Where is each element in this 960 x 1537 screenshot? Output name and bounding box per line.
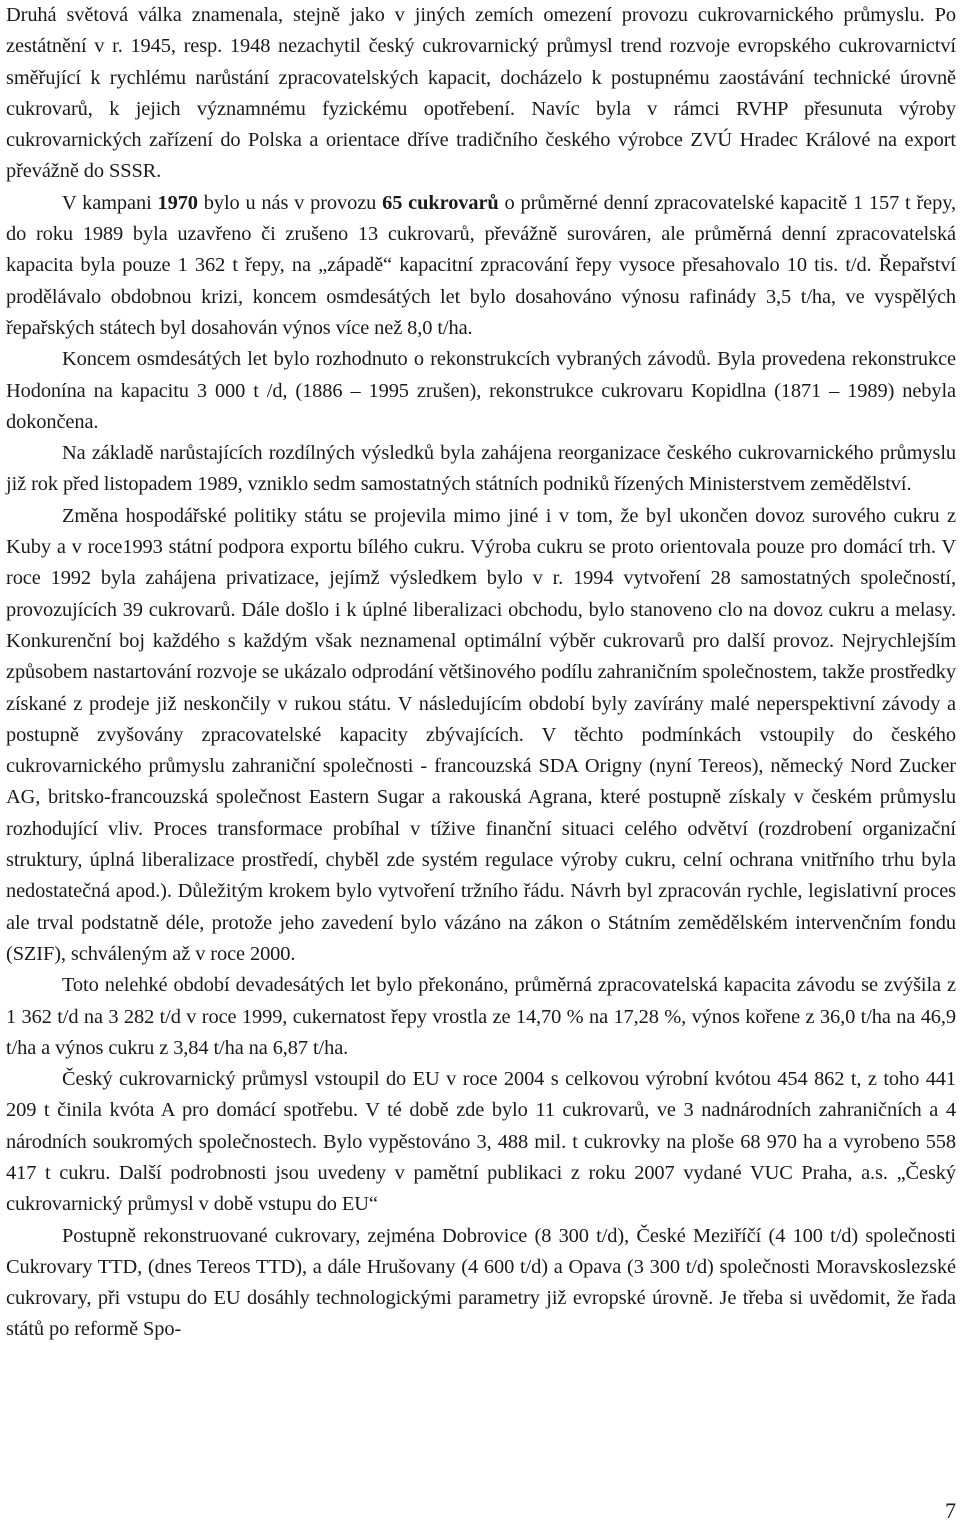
paragraph-text: Postupně rekonstruované cukrovary, zejména Dobrovice (8 300 t/d), České Meziříčí (4 100 t/d) společnosti Cukrovary TTD, (dnes Tereos TTD), a dále Hrušovany (4 600 t/d) a Opava (3 300 t/d) společnosti Moravskoslezské cukrovary, při vstupu do EU dosáhly technologickými parametry již evropské úrovně. Je třeba si uvědomit, že řada států po reformě Spo- xyxy=(6,1224,956,1341)
bold-text: 65 cukrovarů xyxy=(382,191,499,214)
paragraph-8 xyxy=(6,1221,956,1346)
paragraph-1 xyxy=(6,0,956,188)
paragraph-text: Koncem osmdesátých let bylo rozhodnuto o rekonstrukcích vybraných závodů. Byla provedena rekonstrukce Hodonína na kapacitu 3 000 t /d, (1886 – 1995 zrušen), rekonstrukce cukrovaru Kopidlna (1871 – 1989) nebyla dokončena. xyxy=(6,348,956,433)
bold-text: 1970 xyxy=(157,191,198,214)
paragraph-text: Český cukrovarnický průmysl vstoupil do EU v roce 2004 s celkovou výrobní kvótou 454 862 t, z toho 441 209 t činila kvóta A pro domácí spotřebu. V té době zde bylo 11 cukrovarů, ve 3 nadnárodních zahraničních a 4 národních soukromých společnostech. Bylo vypěstováno 3, 488 mil. t cukrovky na ploše 68 970 ha a vyrobeno 558 417 t cukru. Další podrobnosti jsou uvedeny v pamětní publikaci z roku 2007 vydané VUC Praha, a.s. „Český cukrovarnický průmysl v době vstupu do EU“ xyxy=(6,1068,956,1216)
body-text xyxy=(6,0,956,1346)
paragraph-text: Druhá světová válka znamenala, stejně jako v jiných zemích omezení provozu cukrovarnického průmyslu. Po zestátnění v r. 1945, resp. 1948 nezachytil český cukrovarnický průmysl trend rozvoje evropského cukrovarnictví směřující k rychlému narůstání zpracovatelských kapacit, docházelo k postupnému zaostávání technické úrovně cukrovarů, k jejich významnému fyzickému opotřebení. Navíc byla v rámci RVHP přesunuta výroby cukrovarnických zařízení do Polska a orientace dříve tradičního českého výrobce ZVÚ Hradec Králové na export převážně do SSSR. xyxy=(6,4,956,183)
paragraph-7 xyxy=(6,1064,956,1220)
page-number: 7 xyxy=(945,1498,956,1523)
paragraph-text: Toto nelehké období devadesátých let bylo překonáno, průměrná zpracovatelská kapacita závodu se zvýšila z 1 362 t/d na 3 282 t/d v roce 1999, cukernatost řepy vrostla ze 14,70 % na 17,28 %, výnos kořene z 36,0 t/ha na 46,9 t/ha a výnos cukru z 3,84 t/ha na 6,87 t/ha. xyxy=(6,974,956,1059)
paragraph-text: Na základě narůstajících rozdílných výsledků byla zahájena reorganizace českého cukrovarnického průmyslu již rok před listopadem 1989, vzniklo sedm samostatných státních podniků řízených Ministerstvem zemědělství. xyxy=(6,442,956,496)
paragraph-2 xyxy=(6,188,956,344)
paragraph-3 xyxy=(6,344,956,438)
paragraph-5 xyxy=(6,501,956,970)
paragraph-text: bylo u nás v provozu xyxy=(197,191,383,214)
paragraph-4 xyxy=(6,438,956,501)
paragraph-text: V kampani xyxy=(62,191,158,214)
paragraph-text: Změna hospodářské politiky státu se projevila mimo jiné i v tom, že byl ukončen dovoz surového cukru z Kuby a v roce1993 státní podpora exportu bílého cukru. Výroba cukru se proto orientovala pouze pro domácí trh. V roce 1992 byla zahájena privatizace, jejímž výsledkem bylo v r. 1994 vytvoření 28 samostatných společností, provozujících 39 cukrovarů. Dále došlo i k úplné liberalizaci obchodu, bylo stanoveno clo na dovoz cukru a melasy. Konkurenční boj každého s každým však neznamenal optimální výběr cukrovarů pro další provoz. Nejrychlejším způsobem nastartování rozvoje se ukázalo odprodání většinového podílu zahraničním společnostem, takže prostředky získané z prodeje již neskončily v rukou státu. V následujícím období byly zavírány malé neperspektivní závody a postupně zvyšovány zpracovatelské kapacity zbývajících. V těchto podmínkách vstoupily do českého cukrovarnického průmyslu zahraniční společnosti - francouzská SDA Origny (nyní Tereos), německý Nord Zucker AG, britsko-francouzská společnost Eastern Sugar a rakouská Agrana, které postupně získaly v českém průmyslu rozhodující vliv. Proces transformace probíhal v tížive finanční situaci celého odvětví (rozdrobení organizační struktury, úplná liberalizace prostředí, chyběl zde systém regulace výroby cukru, celní ochrana vnitřního trhu byla nedostatečná apod.). Důležitým krokem bylo vytvoření tržního řádu. Návrh byl zpracován rychle, legislativní proces ale trval podstatně déle, protože jeho zavedení bylo vázáno na zákon o Státním zemědělském intervenčním fondu (SZIF), schváleným až v roce 2000. xyxy=(6,504,956,965)
paragraph-text: o průměrné denní zpracovatelské kapacitě 1 157 t řepy, do roku 1989 byla uzavřeno či zrušeno 13 cukrovarů, převážně surováren, ale průměrná denní zpracovatelská kapacita byla pouze 1 362 t řepy, na „západě“ kapacitní zpracování řepy vysoce přesahovalo 10 tis. t/d. Řepařství prodělávalo obdobnou krizi, koncem osmdesátých let bylo dosahováno výnosu rafinády 3,5 t/ha, ve vyspělých řepařských státech byl dosahován výnos více než 8,0 t/ha. xyxy=(6,191,956,339)
paragraph-6 xyxy=(6,970,956,1064)
